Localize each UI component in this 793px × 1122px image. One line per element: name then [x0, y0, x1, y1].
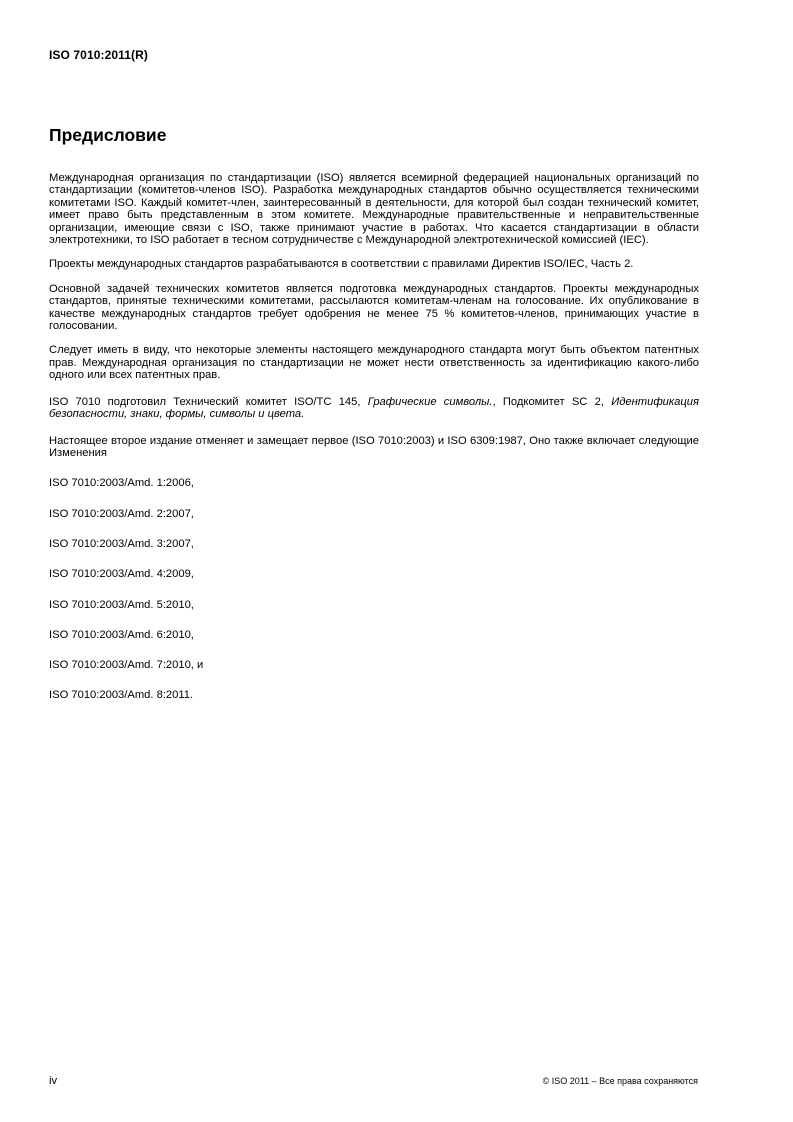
list-item: ISO 7010:2003/Amd. 3:2007, [49, 537, 194, 550]
paragraph-iso-intro: Международная организация по стандартизации (ISO) является всемирной федерацией национальных организаций по стандартизации (комитетов-членов ISO). Разработка международных стандартов обычно осуществляется техническими комитетами ISO. Каждый комитет-член, заинтересованный в деятельности, для которой был создан технический комитет, имеет право быть представленным в этом комитете. Международные правительственные и неправительственные организации, имеющие связи с ISO, также принимают участие в работах. Что касается стандартизации в области электротехники, то ISO работает в тесном сотрудничестве с Международной электротехнической комиссией (IEC). [49, 172, 699, 247]
foreword-body [49, 172, 699, 720]
subcommittee-text: , Подкомитет SC 2, [492, 395, 612, 408]
list-item: ISO 7010:2003/Amd. 2:2007, [49, 507, 194, 520]
committee-title: Графические символы. [367, 395, 493, 408]
list-item: ISO 7010:2003/Amd. 6:2010, [49, 628, 194, 641]
prepared-by-text: ISO 7010 подготовил Технический комитет ISO/TC 145, [49, 395, 368, 408]
list-item: ISO 7010:2003/Amd. 5:2010, [49, 598, 194, 611]
paragraph-edition: Настоящее второе издание отменяет и замещает первое (ISO 7010:2003) и ISO 6309:1987, Оно также включает следующие Изменения [49, 434, 699, 459]
document-id-header: ISO 7010:2011(R) [49, 48, 148, 62]
amendments-list [49, 477, 699, 719]
list-item: ISO 7010:2003/Amd. 1:2006, [49, 477, 194, 490]
list-item: ISO 7010:2003/Amd. 4:2009, [49, 568, 194, 581]
paragraph-prepared-by [49, 396, 699, 421]
list-item: ISO 7010:2003/Amd. 8:2011. [49, 689, 194, 702]
page-title: Предисловие [49, 125, 167, 145]
copyright-notice: © ISO 2011 – Все права сохраняются [542, 1076, 698, 1086]
paragraph-patent-rights: Следует иметь в виду, что некоторые элементы настоящего международного стандарта могут быть объектом патентных прав. Международная организация по стандартизации не может нести ответственность за идентификацию какого-либо одного или всех патентных прав. [49, 344, 699, 382]
paragraph-technical-committees: Основной задачей технических комитетов является подготовка международных стандартов. Проекты международных стандартов, принятые техническими комитетами, рассылаются комитетам-членам на голосование. Их опубликование в качестве международных стандартов требует одобрения не менее 75 % комитетов-членов, принимающих участие в голосовании. [49, 282, 699, 333]
paragraph-directives: Проекты международных стандартов разрабатываются в соответствии с правилами Директив ISO/IEC, Часть 2. [49, 258, 634, 271]
subcommittee-title: Идентификация безопасности, знаки, формы, символы и цвета. [49, 395, 699, 421]
page-number: iv [49, 1075, 58, 1087]
list-item: ISO 7010:2003/Amd. 7:2010, и [49, 659, 204, 672]
